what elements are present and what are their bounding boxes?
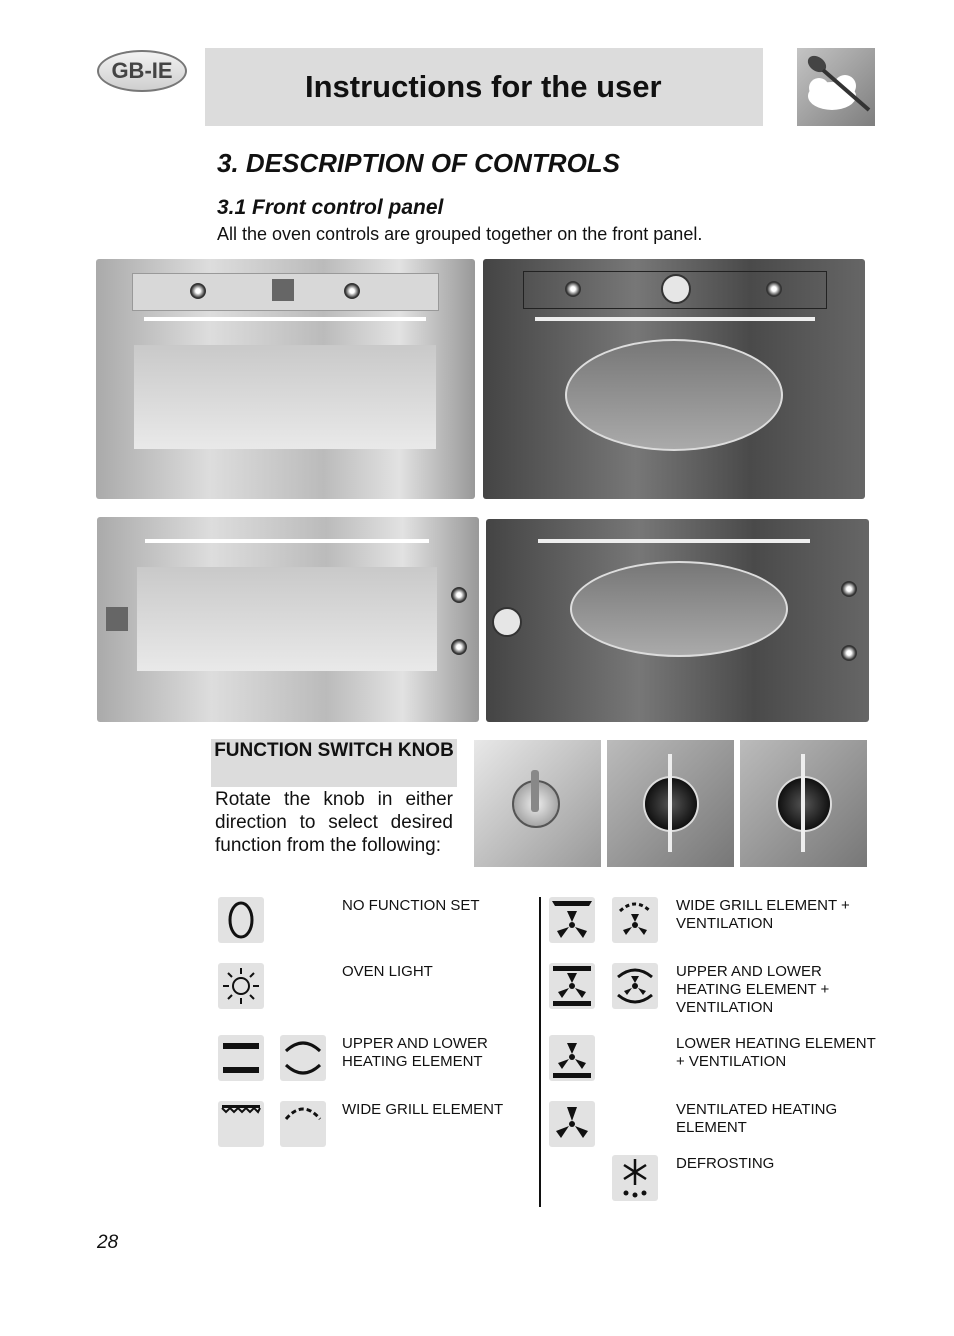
oven-image-dark-top [483, 259, 865, 499]
function-switch-title: FUNCTION SWITCH KNOB [211, 739, 457, 787]
section-title: 3. DESCRIPTION OF CONTROLS [217, 148, 621, 178]
light-bulb-icon [218, 963, 264, 1009]
function-knob-image-3 [740, 740, 867, 867]
function-switch-text: Rotate the knob in either direction to select desired function from the following: [215, 789, 453, 856]
oven-image-steel-bottom [97, 517, 479, 722]
upper-lower-fan-icon [549, 963, 595, 1009]
upper-lower-arc-icon [280, 1035, 326, 1081]
chef-hat-spoon-icon [797, 48, 875, 126]
zero-icon [218, 897, 264, 943]
oven-image-dark-bottom [486, 519, 869, 722]
page-header: Instructions for the user [205, 48, 763, 126]
wide-grill-arc-icon [280, 1101, 326, 1147]
section-subtitle: 3.1 Front control panel [217, 196, 444, 219]
oven-image-steel-top [96, 259, 475, 499]
function-label: LOWER HEATING ELEMENT + VENTILATION [676, 1035, 876, 1070]
function-label: WIDE GRILL ELEMENT + VENTILATION [676, 897, 850, 932]
wide-grill-icon [218, 1101, 264, 1147]
upper-lower-element-icon [218, 1035, 264, 1081]
region-badge: GB-IE [97, 50, 187, 92]
snowflake-icon [612, 1155, 658, 1201]
fan-icon [549, 1101, 595, 1147]
function-label: UPPER AND LOWER HEATING ELEMENT + VENTILATION [676, 963, 830, 1016]
grill-fan-alt-icon [612, 897, 658, 943]
function-knob-image-2 [607, 740, 734, 867]
function-label: NO FUNCTION SET [342, 897, 480, 914]
function-label: VENTILATED HEATING ELEMENT [676, 1101, 838, 1136]
function-label: UPPER AND LOWER HEATING ELEMENT [342, 1035, 488, 1070]
function-label: WIDE GRILL ELEMENT [342, 1101, 504, 1118]
function-label: DEFROSTING [676, 1155, 775, 1172]
page-number: 28 [97, 1232, 119, 1253]
column-divider [539, 897, 541, 1207]
lower-fan-icon [549, 1035, 595, 1081]
grill-fan-icon [549, 897, 595, 943]
function-knob-image-1 [474, 740, 601, 867]
upper-lower-fan-alt-icon [612, 963, 658, 1009]
intro-text: All the oven controls are grouped together on the front panel. [217, 224, 703, 244]
function-label: OVEN LIGHT [342, 963, 433, 980]
